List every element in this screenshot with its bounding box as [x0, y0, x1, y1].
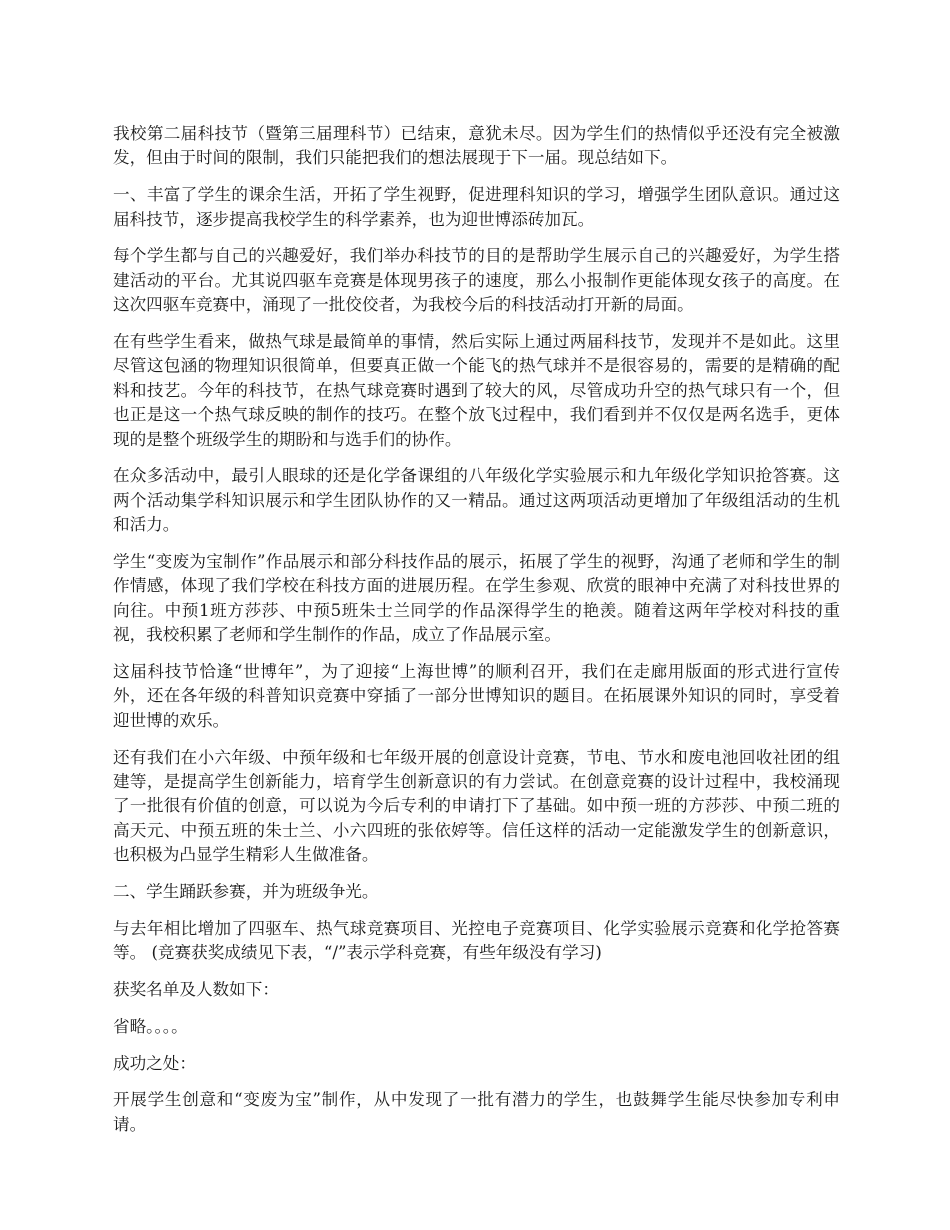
paragraph-recycling-works: 学生“变废为宝制作”作品展示和部分科技作品的展示，拓展了学生的视野，沟通了老师和学生的制作情感，体现了我们学校在科技方面的进展历程。在学生参观、欣赏的眼神中充满了对科技世界的向往。中预1班方莎莎、中预5班朱士兰同学的作品深得学生的艳羡。随着这两年学校对科技的重视，我校积累了老师和学生制作的作品，成立了作品展示室。 [113, 552, 840, 645]
paragraph-creative-design: 还有我们在小六年级、中预年级和七年级开展的创意设计竞赛，节电、节水和废电池回收社团的组建等，是提高学生创新能力，培育学生创新意识的有力尝试。在创意竞赛的设计过程中，我校涌现了一批很有价值的创意，可以说为今后专利的申请打下了基础。如中预一班的方莎莎、中预二班的高天元、中预五班的朱士兰、小六四班的张依婷等。信任这样的活动一定能激发学生的创新意识，也积极为凸显学生精彩人生做准备。 [113, 747, 840, 865]
paragraph-successes-label: 成功之处： [113, 1053, 196, 1073]
paragraph-omitted: 省略。。。。 [113, 1016, 188, 1036]
paragraph-chemistry: 在众多活动中，最引人眼球的还是化学备课组的八年级化学实验展示和九年级化学知识抢答赛。这两个活动集学科知识展示和学生团队协作的又一精品。通过这两项活动更增加了年级组活动的生机和活力。 [113, 466, 840, 535]
paragraph-hot-air-balloon: 在有些学生看来，做热气球是最简单的事情，然后实际上通过两届科技节，发现并不是如此。这里尽管这包涵的物理知识很简单，但要真正做一个能飞的热气球并不是很容易的，需要的是精确的配料和技艺。今年的科技节，在热气球竞赛时遇到了较大的风，尽管成功升空的热气球只有一个，但也正是这一个热气球反映的制作的技巧。在整个放飞过程中，我们看到并不仅仅是两名选手，更体现的是整个班级学生的期盼和与选手们的协作。 [113, 332, 840, 449]
paragraph-section-two-heading: 二、学生踊跃参赛，并为班级争光。 [113, 882, 379, 902]
paragraph-expo-year: 这届科技节恰逢“世博年”，为了迎接“上海世博”的顺利召开，我们在走廊用版面的形式进行宣传外，还在各年级的科普知识竞赛中穿插了一部分世博知识的题目。在拓展课外知识的同时，享受着迎世博的欢乐。 [113, 662, 840, 730]
paragraph-intro: 我校第二届科技节（暨第三届理科节）已结束，意犹未尽。因为学生们的热情似乎还没有完全被激发，但由于时间的限制，我们只能把我们的想法展现于下一届。现总结如下。 [113, 124, 840, 168]
paragraph-successes: 开展学生创意和“变废为宝”制作，从中发现了一批有潜力的学生，也鼓舞学生能尽快参加专利申请。 [113, 1090, 840, 1134]
paragraph-section-one-heading: 一、丰富了学生的课余生活，开拓了学生视野，促进理科知识的学习，增强学生团队意识。通过这届科技节，逐步提高我校学生的科学素养，也为迎世博添砖加瓦。 [113, 185, 840, 229]
paragraph-award-list-label: 获奖名单及人数如下： [113, 980, 279, 1000]
paragraph-new-events: 与去年相比增加了四驱车、热气球竞赛项目、光控电子竞赛项目、化学实验展示竞赛和化学抢答赛等。 (竞赛获奖成绩见下表，“/”表示学科竞赛，有些年级没有学习) [113, 918, 840, 963]
paragraph-interests: 每个学生都与自己的兴趣爱好，我们举办科技节的目的是帮助学生展示自己的兴趣爱好，为学生搭建活动的平台。尤其说四驱车竞赛是体现男孩子的速度，那么小报制作更能体现女孩子的高度。在这次四驱车竞赛中，涌现了一批佼佼者，为我校今后的科技活动打开新的局面。 [113, 246, 840, 315]
document-body [113, 122, 840, 1150]
